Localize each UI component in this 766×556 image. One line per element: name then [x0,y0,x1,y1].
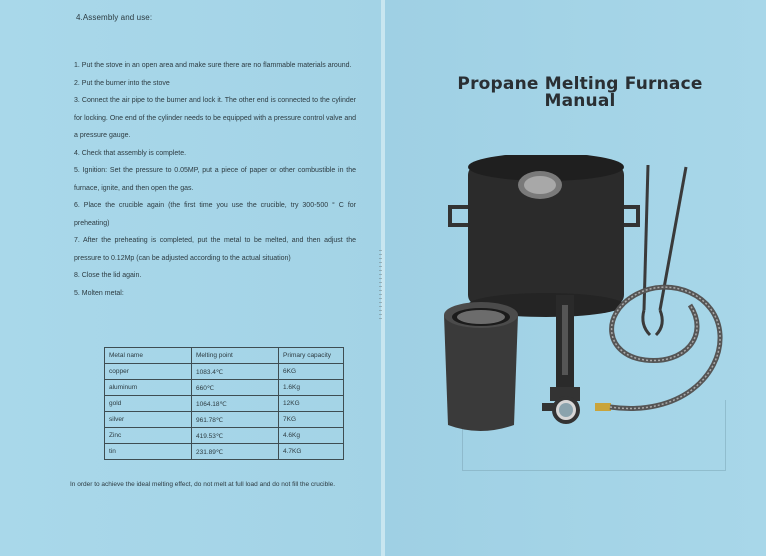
table-cell: silver [105,412,192,428]
furnace-body-image [450,155,638,317]
table-cell: tin [105,444,192,460]
table-cell: 1083.4℃ [192,364,279,380]
table-row [105,412,344,428]
table-cell: gold [105,396,192,412]
manual-title [440,76,720,110]
furnace-product-photo [430,155,730,455]
step-item: 8. Close the lid again. [74,272,142,279]
melting-point-table [104,347,344,460]
section-heading: 4.Assembly and use: [76,13,153,22]
table-cell: 1.6Kg [279,380,344,396]
table-cell: Zinc [105,428,192,444]
table-row [105,396,344,412]
title-line: Manual [544,91,616,111]
step-item: 2. Put the burner into the stove [74,79,170,87]
column-header: Melting point [192,348,279,364]
table-row [105,444,344,460]
table-row [105,380,344,396]
table-cell: 4.7KG [279,444,344,460]
table-cell: 4.6Kg [279,428,344,444]
step-item: 3. Connect the air pipe to the burner and lock it. The other end is connected to the cylinder for locking. One end of the cylinder needs to be equipped with a pressure control valve and a pressure gauge. [74,97,356,139]
table-cell: aluminum [105,380,192,396]
table-cell: 7KG [279,412,344,428]
table-cell: copper [105,364,192,380]
assembly-steps-list [74,57,356,302]
table-cell: 660℃ [192,380,279,396]
step-item: 6. Place the crucible again (the first time you use the crucible, try 300-500 ° C for preheating) [74,202,356,227]
table-cell: 6KG [279,364,344,380]
title-line: Propane Melting Furnace [457,74,703,94]
step-item: 5. Molten metal: [74,289,124,297]
gas-hose-image [610,287,720,408]
table-row [105,428,344,444]
table-cell: 419.53℃ [192,428,279,444]
table-cell: 961.78℃ [192,412,279,428]
table-cell: 231.89℃ [192,444,279,460]
step-item: 7. After the preheating is completed, put the metal to be melted, and then adjust the pressure to 0.12Mp (can be adjusted according to the actual situation) [74,237,356,262]
step-item: 4. Check that assembly is complete. [74,149,187,157]
step-item: 5. Ignition: Set the pressure to 0.05MP, put a piece of paper or other combustible in the furnace, ignite, and then open the gas. [74,167,356,192]
table-cell: 1064.18℃ [192,396,279,412]
tongs-image [643,165,686,335]
table-row [105,364,344,380]
step-item: 1. Put the stove in an open area and make sure there are no flammable materials around. [74,62,352,69]
binding-marks [379,250,382,320]
table-cell: 12KG [279,396,344,412]
melting-note: In order to achieve the ideal melting effect, do not melt at full load and do not fill the crucible. [70,481,336,488]
column-header: Metal name [105,348,192,364]
crucible-image [444,302,518,431]
table-header-row [105,348,344,364]
column-header: Primary capacity [279,348,344,364]
left-page [0,0,381,556]
